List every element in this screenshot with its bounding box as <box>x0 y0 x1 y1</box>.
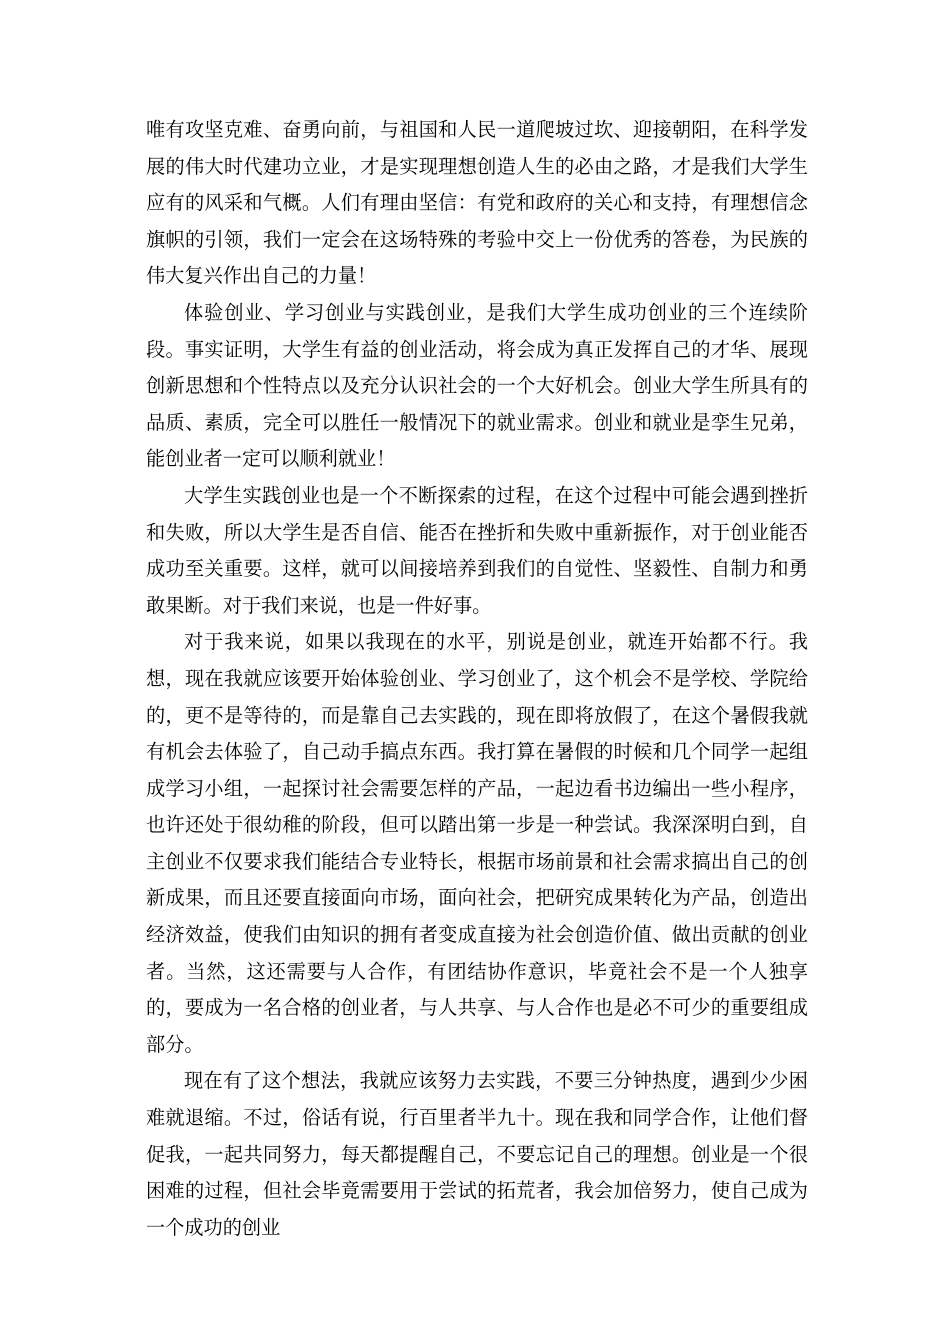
paragraph-1: 唯有攻坚克难、奋勇向前，与祖国和人民一道爬坡过坎、迎接朝阳，在科学发展的伟大时代建功立业，才是实现理想创造人生的必由之路，才是我们大学生应有的风采和气概。人们有理由坚信：有党和政府的关心和支持，有理想信念旗帜的引领，我们一定会在这场特殊的考验中交上一份优秀的答卷，为民族的伟大复兴作出自己的力量！ <box>146 118 808 288</box>
paragraph-3: 大学生实践创业也是一个不断探索的过程，在这个过程中可能会遇到挫折和失败，所以大学生是否自信、能否在挫折和失败中重新振作，对于创业能否成功至关重要。这样，就可以间接培养到我们的自觉性、坚毅性、自制力和勇敢果断。对于我们来说，也是一件好事。 <box>146 483 808 617</box>
paragraph-5: 现在有了这个想法，我就应该努力去实践，不要三分钟热度，遇到少少困难就退缩。不过，俗话有说，行百里者半九十。现在我和同学合作，让他们督促我，一起共同努力，每天都提醒自己，不要忘记自己的理想。创业是一个很困难的过程，但社会毕竟需要用于尝试的拓荒者，我会加倍努力，使自己成为一个成功的创业 <box>146 1069 808 1239</box>
paragraph-4: 对于我来说，如果以我现在的水平，别说是创业，就连开始都不行。我想，现在我就应该要开始体验创业、学习创业了，这个机会不是学校、学院给的，更不是等待的，而是靠自己去实践的，现在即将放假了，在这个暑假我就有机会去体验了，自己动手搞点东西。我打算在暑假的时候和几个同学一起组成学习小组，一起探讨社会需要怎样的产品，一起边看书边编出一些小程序，也许还处于很幼稚的阶段，但可以踏出第一步是一种尝试。我深深明白到，自主创业不仅要求我们能结合专业特长，根据市场前景和社会需求搞出自己的创新成果，而且还要直接面向市场，面向社会，把研究成果转化为产品，创造出经济效益，使我们由知识的拥有者变成直接为社会创造价值、做出贡献的创业者。当然，这还需要与人合作，有团结协作意识，毕竟社会不是一个人独享的，要成为一名合格的创业者，与人共享、与人合作也是必不可少的重要组成部分。 <box>146 630 808 1056</box>
paragraph-2: 体验创业、学习创业与实践创业，是我们大学生成功创业的三个连续阶段。事实证明，大学生有益的创业活动，将会成为真正发挥自己的才华、展现创新思想和个性特点以及充分认识社会的一个大好机会。创业大学生所具有的品质、素质，完全可以胜任一般情况下的就业需求。创业和就业是孪生兄弟，能创业者一定可以顺利就业！ <box>146 300 808 471</box>
document-body <box>146 112 808 1246</box>
